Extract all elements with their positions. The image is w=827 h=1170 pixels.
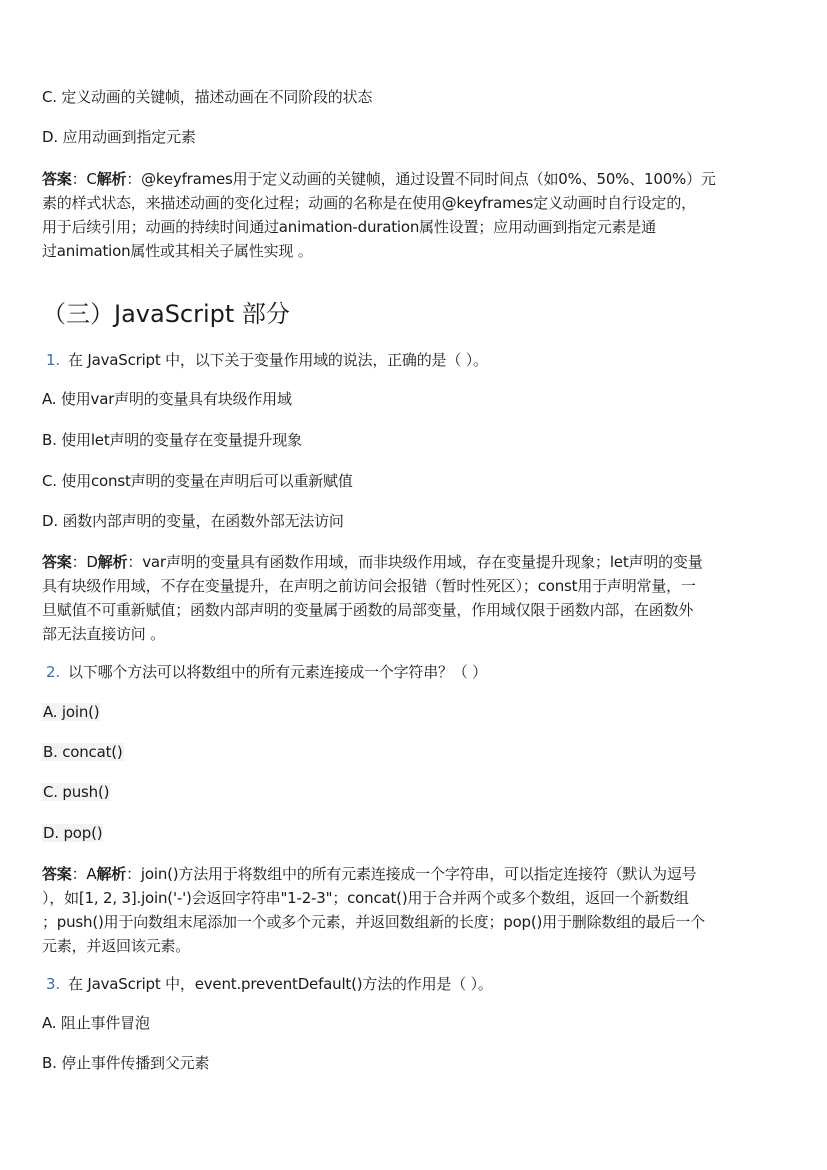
q3-option-a: A. 阻止事件冒泡 — [42, 1014, 150, 1032]
question-text: 在 JavaScript 中，以下关于变量作用域的说法，正确的是（ ）。 — [68, 351, 488, 369]
q2-option-d: D. pop() — [43, 824, 103, 842]
question-number: 2. — [46, 663, 60, 681]
answer-value: C — [86, 170, 97, 188]
explain-line: 过animation属性或其相关子属性实现 。 — [42, 242, 313, 260]
q1-option-a: A. 使用var声明的变量具有块级作用域 — [42, 390, 292, 408]
prev-option-d: D. 应用动画到指定元素 — [42, 128, 196, 146]
answer-label: 答案 — [42, 553, 72, 571]
question-2 — [42, 660, 487, 684]
answer-value: A — [86, 865, 97, 883]
explain-line: var声明的变量具有函数作用域，而非块级作用域，存在变量提升现象；let声明的变量 — [142, 553, 703, 571]
question-number: 3. — [46, 975, 60, 993]
answer-label: 答案 — [42, 170, 72, 188]
question-text: 在 JavaScript 中，event.preventDefault()方法的作用是（ ）。 — [68, 975, 493, 993]
explain-line: 具有块级作用域，不存在变量提升，在声明之前访问会报错（暂时性死区）；const用于声明常量，一 — [42, 577, 696, 595]
q1-answer-block: 答案：D解析：var声明的变量具有函数作用域，而非块级作用域，存在变量提升现象；let声明的变量 具有块级作用域，不存在变量提升，在声明之前访问会报错（暂时性死区）；const用于声明常量，一 旦赋值不可重新赋值；函数内部声明的变量属于函数的局部变量，作用域仅限于函数内部，在函数外 部无法直接访问 。 — [42, 550, 784, 646]
section-title: （三）JavaScript 部分 — [42, 300, 290, 328]
explain-line: ），如[1, 2, 3].join('-')会返回字符串"1-2-3"；concat()用于合并两个或多个数组，返回一个新数组 — [42, 889, 689, 907]
q1-option-b: B. 使用let声明的变量存在变量提升现象 — [42, 431, 302, 449]
question-3 — [42, 972, 493, 996]
explain-line: 元素，并返回该元素。 — [42, 937, 191, 955]
explain-line: join()方法用于将数组中的所有元素连接成一个字符串，可以指定连接符（默认为逗号 — [140, 865, 697, 883]
prev-answer-block: 答案：C解析：@keyframes用于定义动画的关键帧，通过设置不同时间点（如0%、50%、100%）元 素的样式状态，来描述动画的变化过程；动画的名称是在使用@keyframes定义动画时自行设定的， 用于后续引用；动画的持续时间通过animation-duration属性设置；应用动画到指定元素是通 过animation属性或其相关子属性实现 。 — [42, 167, 784, 263]
explain-line: 素的样式状态，来描述动画的变化过程；动画的名称是在使用@keyframes定义动画时自行设定的， — [42, 194, 696, 212]
explain-label: 解析 — [96, 865, 127, 883]
q1-option-d: D. 函数内部声明的变量，在函数外部无法访问 — [42, 512, 344, 530]
q2-option-b: B. concat() — [43, 743, 123, 761]
q2-answer-block: 答案：A解析：join()方法用于将数组中的所有元素连接成一个字符串，可以指定连接符（默认为逗号 ），如[1, 2, 3].join('-')会返回字符串"1-2-3"；concat()用于合并两个或多个数组，返回一个新数组 ；push()用于向数组末尾添加一个或多个元素，并返回数组新的长度；pop()用于删除数组的最后一个 元素，并返回该元素。 — [42, 862, 784, 958]
prev-option-c: C. 定义动画的关键帧，描述动画在不同阶段的状态 — [42, 88, 373, 106]
q3-option-b: B. 停止事件传播到父元素 — [42, 1054, 210, 1072]
answer-value: D — [86, 553, 98, 571]
explain-label: 解析 — [96, 170, 127, 188]
q2-option-c: C. push() — [43, 783, 110, 801]
explain-line: @keyframes用于定义动画的关键帧，通过设置不同时间点（如0%、50%、100%）元 — [141, 170, 716, 188]
explain-label: 解析 — [97, 553, 128, 571]
answer-label: 答案 — [42, 865, 72, 883]
explain-line: ；push()用于向数组末尾添加一个或多个元素，并返回数组新的长度；pop()用于删除数组的最后一个 — [42, 913, 705, 931]
explain-line: 旦赋值不可重新赋值；函数内部声明的变量属于函数的局部变量，作用域仅限于函数内部，在函数外 — [42, 601, 694, 619]
question-1 — [42, 348, 488, 372]
explain-line: 用于后续引用；动画的持续时间通过animation-duration属性设置；应用动画到指定元素是通 — [42, 218, 656, 236]
question-number: 1. — [46, 351, 60, 369]
q2-option-a: A. join() — [43, 703, 100, 721]
q1-option-c: C. 使用const声明的变量在声明后可以重新赋值 — [42, 472, 353, 490]
question-text: 以下哪个方法可以将数组中的所有元素连接成一个字符串？（ ） — [68, 663, 487, 681]
explain-line: 部无法直接访问 。 — [42, 625, 165, 643]
